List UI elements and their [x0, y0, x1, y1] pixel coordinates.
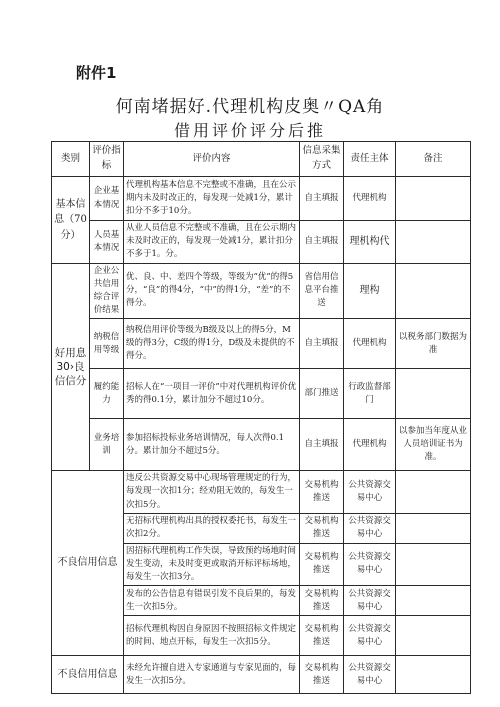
note-cell [396, 263, 471, 319]
note-cell [396, 177, 471, 221]
col-header-content: 评价内容 [124, 142, 300, 177]
method-cell: 交易机构推送 [300, 586, 344, 616]
content-cell: 因招标代理机构工作失误，导致预约场地时间发生变动，未及时变更或取消开标评标场地，每发生一次扣3分。 [124, 543, 300, 586]
content-cell: 参加招标投标业务培训情况，每人次得0.1分。累计加分不超过5分。 [124, 419, 300, 471]
content-cell: 纳税信用评价等级为B级及以上的得5分，M级的得3分，C级的得1分，D级及未提供的不得分。 [124, 319, 300, 369]
document-title-line2: 借用评价评分后推 [173, 121, 326, 140]
content-cell: 未经允许擅自进入专家通道与专家见面的，每发生一次扣5分。 [124, 656, 300, 694]
method-cell: 交易机构推送 [300, 656, 344, 694]
note-cell: 以税务部门数据为准 [396, 319, 471, 369]
content-cell: 招标代理机构因自身原因不按照招标文件规定的时间、地点开标，每发生一次扣5分。 [124, 616, 300, 656]
table-header-row [52, 142, 471, 177]
note-cell: 以参加当年度从业人员培训证书为准。 [396, 419, 471, 471]
method-cell: 交易机构推送 [300, 471, 344, 514]
indicator-cell: 纳税信用等级 [90, 319, 124, 369]
subject-cell: 公共资源交易中心 [344, 616, 396, 656]
table-row [52, 369, 471, 419]
document-title-line1: 何南堵据好.代理机构皮奥〃QA角 [115, 97, 385, 117]
subject-cell: 公共资源交易中心 [344, 513, 396, 543]
method-cell: 自主填报 [300, 177, 344, 221]
indicator-cell: 业务培训 [90, 419, 124, 471]
method-cell: 自主填报 [300, 319, 344, 369]
subject-cell: 理机构代 [344, 221, 396, 264]
table-row [52, 656, 471, 694]
note-cell [396, 471, 471, 514]
table-row [52, 263, 471, 319]
col-header-indicator: 评价指标 [90, 142, 124, 177]
subject-cell: 公共资源交易中心 [344, 656, 396, 694]
table-row [52, 221, 471, 264]
note-cell [396, 586, 471, 616]
table-row [52, 471, 471, 514]
col-header-method: 信息采集方式 [300, 142, 344, 177]
indicator-cell: 履约能力 [90, 369, 124, 419]
table-row [52, 177, 471, 221]
method-cell: 自主填报 [300, 419, 344, 471]
subject-cell: 代理机构 [344, 419, 396, 471]
content-cell: 优、良、中、差四个等级，等级为“优”的得5分，“良”的得4分，“中”的得1分，“差”的不得分。 [124, 263, 300, 319]
subject-cell: 公共资源交易中心 [344, 586, 396, 616]
category-basic: 基本信息（70分） [52, 177, 90, 264]
note-cell [396, 369, 471, 419]
content-cell: 代理机构基本信息不完整或不准确，且在公示期内未及时改正的，每发现一处减1分，累计扣分不多于10分。 [124, 177, 300, 221]
subject-cell: 代理机构 [344, 319, 396, 369]
note-cell [396, 616, 471, 656]
method-cell: 交易机构推送 [300, 616, 344, 656]
scoring-table [51, 141, 471, 694]
table-row [52, 319, 471, 369]
subject-cell: 行政监督部门 [344, 369, 396, 419]
note-cell [396, 543, 471, 586]
table-row [52, 419, 471, 471]
attachment-label: 附件1 [76, 64, 117, 82]
col-header-category: 类别 [52, 142, 90, 177]
note-cell [396, 656, 471, 694]
subject-cell: 代理机构 [344, 177, 396, 221]
category-bad: 不良信用信息 [52, 471, 124, 656]
col-header-note: 备注 [396, 142, 471, 177]
indicator-cell: 人员基本情况 [90, 221, 124, 264]
method-cell: 交易机构推送 [300, 513, 344, 543]
content-cell: 违反公共资源交易中心现场管理规定的行为，每发现一次扣1分；经劝阻无效的，每发生一次扣5分。 [124, 471, 300, 514]
subject-cell: 公共资源交易中心 [344, 471, 396, 514]
category-good: 好用息30›良信信分 [52, 263, 90, 471]
subject-cell: 理构 [344, 263, 396, 319]
method-cell: 自主填报 [300, 221, 344, 264]
subject-cell: 公共资源交易中心 [344, 543, 396, 586]
content-cell: 无招标代理机构出具的授权委托书，每发生一次扣2分。 [124, 513, 300, 543]
category-bad-2: 不良信用信息 [52, 656, 124, 694]
method-cell: 省信用信息平台推送 [300, 263, 344, 319]
content-cell: 从业人员信息不完整或不准确，且在公示期内未及时改正的，每发现一处减1分，累计扣分不多于1。分。 [124, 221, 300, 264]
method-cell: 交易机构推送 [300, 543, 344, 586]
method-cell: 部门推送 [300, 369, 344, 419]
col-header-subject: 责任主体 [344, 142, 396, 177]
content-cell: 招标人在“一项目一评价”中对代理机构评价优秀的得0.1分，累计加分不超过10分。 [124, 369, 300, 419]
indicator-cell: 企业公共信用综合评价结果 [90, 263, 124, 319]
note-cell [396, 513, 471, 543]
content-cell: 发布的公告信息有错误引发不良后果的，每发生一次扣5分。 [124, 586, 300, 616]
indicator-cell: 企业基本情况 [90, 177, 124, 221]
note-cell [396, 221, 471, 264]
